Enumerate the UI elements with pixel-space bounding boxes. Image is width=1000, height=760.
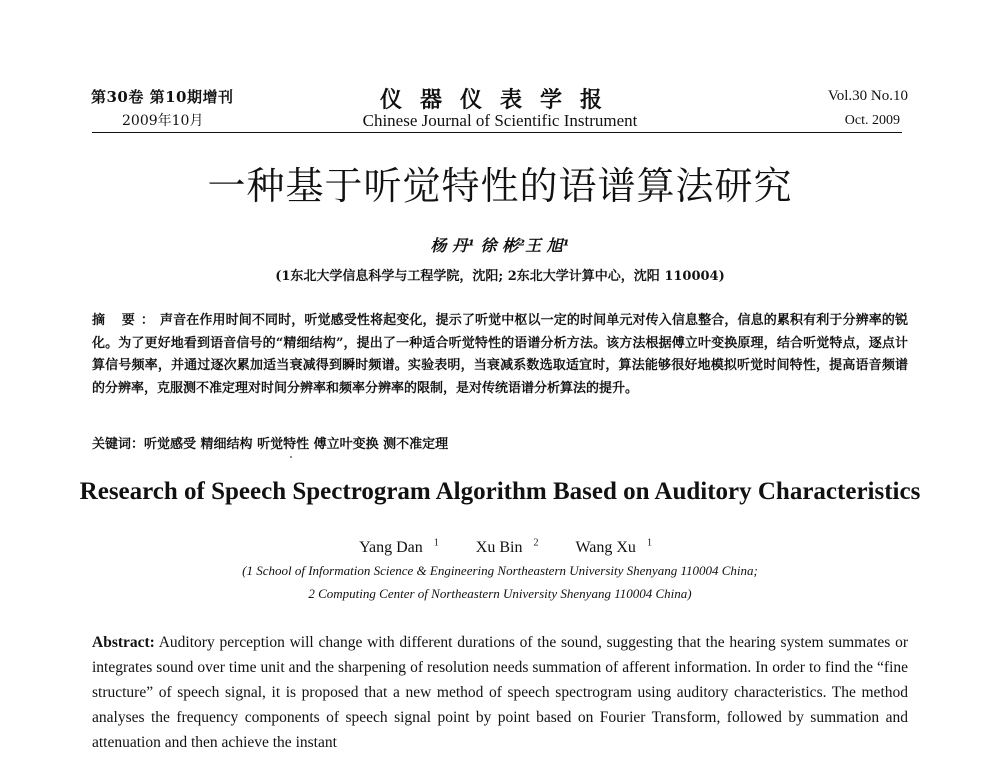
authors-en xyxy=(0,538,1000,557)
header-rule xyxy=(92,132,902,133)
abstract-en xyxy=(92,630,908,755)
authors-cn: 杨 丹¹ 徐 彬²王 旭¹ xyxy=(430,236,570,255)
header-volume-issue-cn: 第30卷 第10期增刊 xyxy=(91,88,234,106)
paper-title-en: Research of Speech Spectrogram Algorithm Based on Auditory Characteristics xyxy=(79,478,921,505)
journal-name-en: Chinese Journal of Scientific Instrument xyxy=(362,111,638,130)
abstract-cn-text: 声音在作用时间不同时，听觉感受性将起变化，提示了听觉中枢以一定的时间单元对传入信息整合，信息的累积有利于分辨率的锐化。为了更好地看到语音信号的“精细结构”，提出了一种适合听觉特性的语谱分析方法。该方法根据傅立叶变换原理，结合听觉特点，逐点计算信号频率，并通过逐次累加适当衰减得到瞬时频谱。实验表明，当衰减系数选取适宜时，算法能够很好地模拟听觉时间特性，提高语音频谱的分辨率，克服测不准定理对时间分辨率和频率分辨率的限制，是对传统语谱分析算法的提升。 xyxy=(92,313,908,396)
keywords-cn-text: 听觉感受 精细结构 听觉特性 傅立叶变换 测不准定理 xyxy=(144,437,449,452)
author-2: Xu Bin $^2$ xyxy=(475,538,539,557)
abstract-en-text: Auditory perception will change with different durations of the sound, suggesting that the hearing system summates or integrates sound over time unit and the sharpening of resolution needs summation of afferent information. In order to find the “fine structure” of speech signal, it is proposed that a new method of speech spectrogram using auditory characteristics. The method analyses the frequency components of speech signal point by point based on Fourier Transform, followed by summation and attenuation and then achieve the instant xyxy=(92,634,908,751)
abstract-en-label: Abstract: xyxy=(92,634,155,651)
affiliation-en-1: (1 School of Information Science & Engineering Northeastern University Shenyang 110004 China; xyxy=(242,563,758,578)
abstract-cn-label: 摘 要： xyxy=(92,313,161,328)
paper-title-cn: 一种基于听觉特性的语谱算法研究 xyxy=(207,164,793,208)
journal-name-cn: 仪器仪表学报 xyxy=(379,87,620,113)
keywords-cn xyxy=(92,433,908,452)
header-date-cn: 2009年10月 xyxy=(122,113,204,129)
affiliation-cn: (1东北大学信息科学与工程学院，沈阳; 2东北大学计算中心，沈阳 110004) xyxy=(275,269,725,284)
author-3: Wang Xu $^1$ xyxy=(575,538,652,557)
author-1: Yang Dan $^1$ xyxy=(359,538,439,557)
header-date-en: Oct. 2009 xyxy=(844,113,900,128)
header-volume-issue-en: Vol.30 No.10 xyxy=(827,88,908,104)
stray-mark xyxy=(290,456,292,458)
abstract-cn xyxy=(92,310,908,400)
affiliation-en-2: 2 Computing Center of Northeastern University Shenyang 110004 China) xyxy=(308,586,692,601)
keywords-cn-label: 关键词： xyxy=(92,437,145,452)
